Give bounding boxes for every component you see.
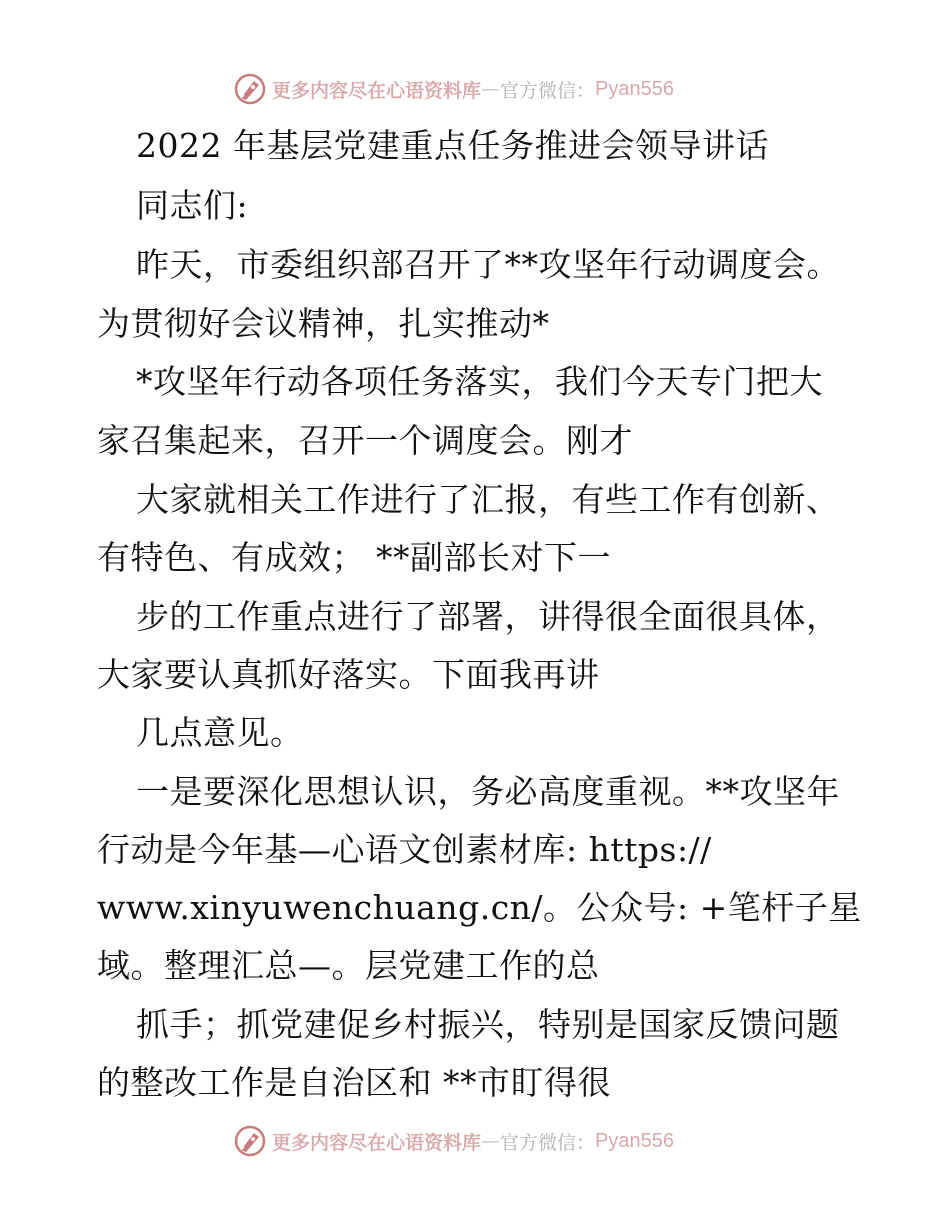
paragraph-line: 步的工作重点进行了部署，讲得很全面很具体， [136, 597, 840, 636]
paragraph-line: 昨天，市委组织部召开了**攻坚年行动调度会。 [136, 245, 840, 284]
footer-watermark [234, 1124, 674, 1158]
paragraph-line: 一是要深化思想认识，务必高度重视。**攻坚年 [136, 772, 840, 811]
watermark-separator: — [481, 78, 501, 100]
watermark-official-label: 官方微信： [500, 79, 596, 102]
paragraph-line: 为贯彻好会议精神，扎实推动* [97, 304, 550, 343]
paragraph-line: 抓手；抓党建促乡村振兴，特别是国家反馈问题 [136, 1005, 840, 1044]
watermark-wechat-id: Pyan556 [595, 1129, 674, 1152]
watermark-wechat-id: Pyan556 [595, 77, 674, 100]
paragraph-line: 几点意见。 [136, 713, 304, 752]
paragraph-line: 有特色、有成效； **副部长对下一 [97, 538, 611, 577]
document-title: 2022 年基层党建重点任务推进会领导讲话 [136, 126, 769, 165]
pen-nib-icon [234, 73, 266, 105]
paragraph-line: 行动是今年基—心语文创素材库: https:// [97, 830, 712, 869]
paragraph-line: 同志们: [136, 186, 249, 225]
paragraph-line: 大家就相关工作进行了汇报，有些工作有创新、 [136, 480, 840, 519]
watermark-site-text: 更多内容尽在心语资料库 [272, 79, 482, 102]
paragraph-line: *攻坚年行动各项任务落实，我们今天专门把大 [136, 362, 823, 401]
paragraph-line: 家召集起来，召开一个调度会。刚才 [97, 421, 633, 460]
header-watermark [234, 72, 674, 106]
watermark-separator: — [481, 1130, 501, 1152]
paragraph-line: 的整改工作是自治区和 **市盯得很 [97, 1063, 611, 1102]
pen-nib-icon [234, 1125, 266, 1157]
paragraph-line: 大家要认真抓好落实。下面我再讲 [97, 655, 600, 694]
watermark-site-text: 更多内容尽在心语资料库 [272, 1131, 482, 1154]
paragraph-line: 域。整理汇总—。层党建工作的总 [97, 946, 600, 985]
paragraph-line: www.xinyuwenchuang.cn/。公众号: +笔杆子星 [97, 888, 862, 927]
watermark-official-label: 官方微信： [500, 1131, 596, 1154]
